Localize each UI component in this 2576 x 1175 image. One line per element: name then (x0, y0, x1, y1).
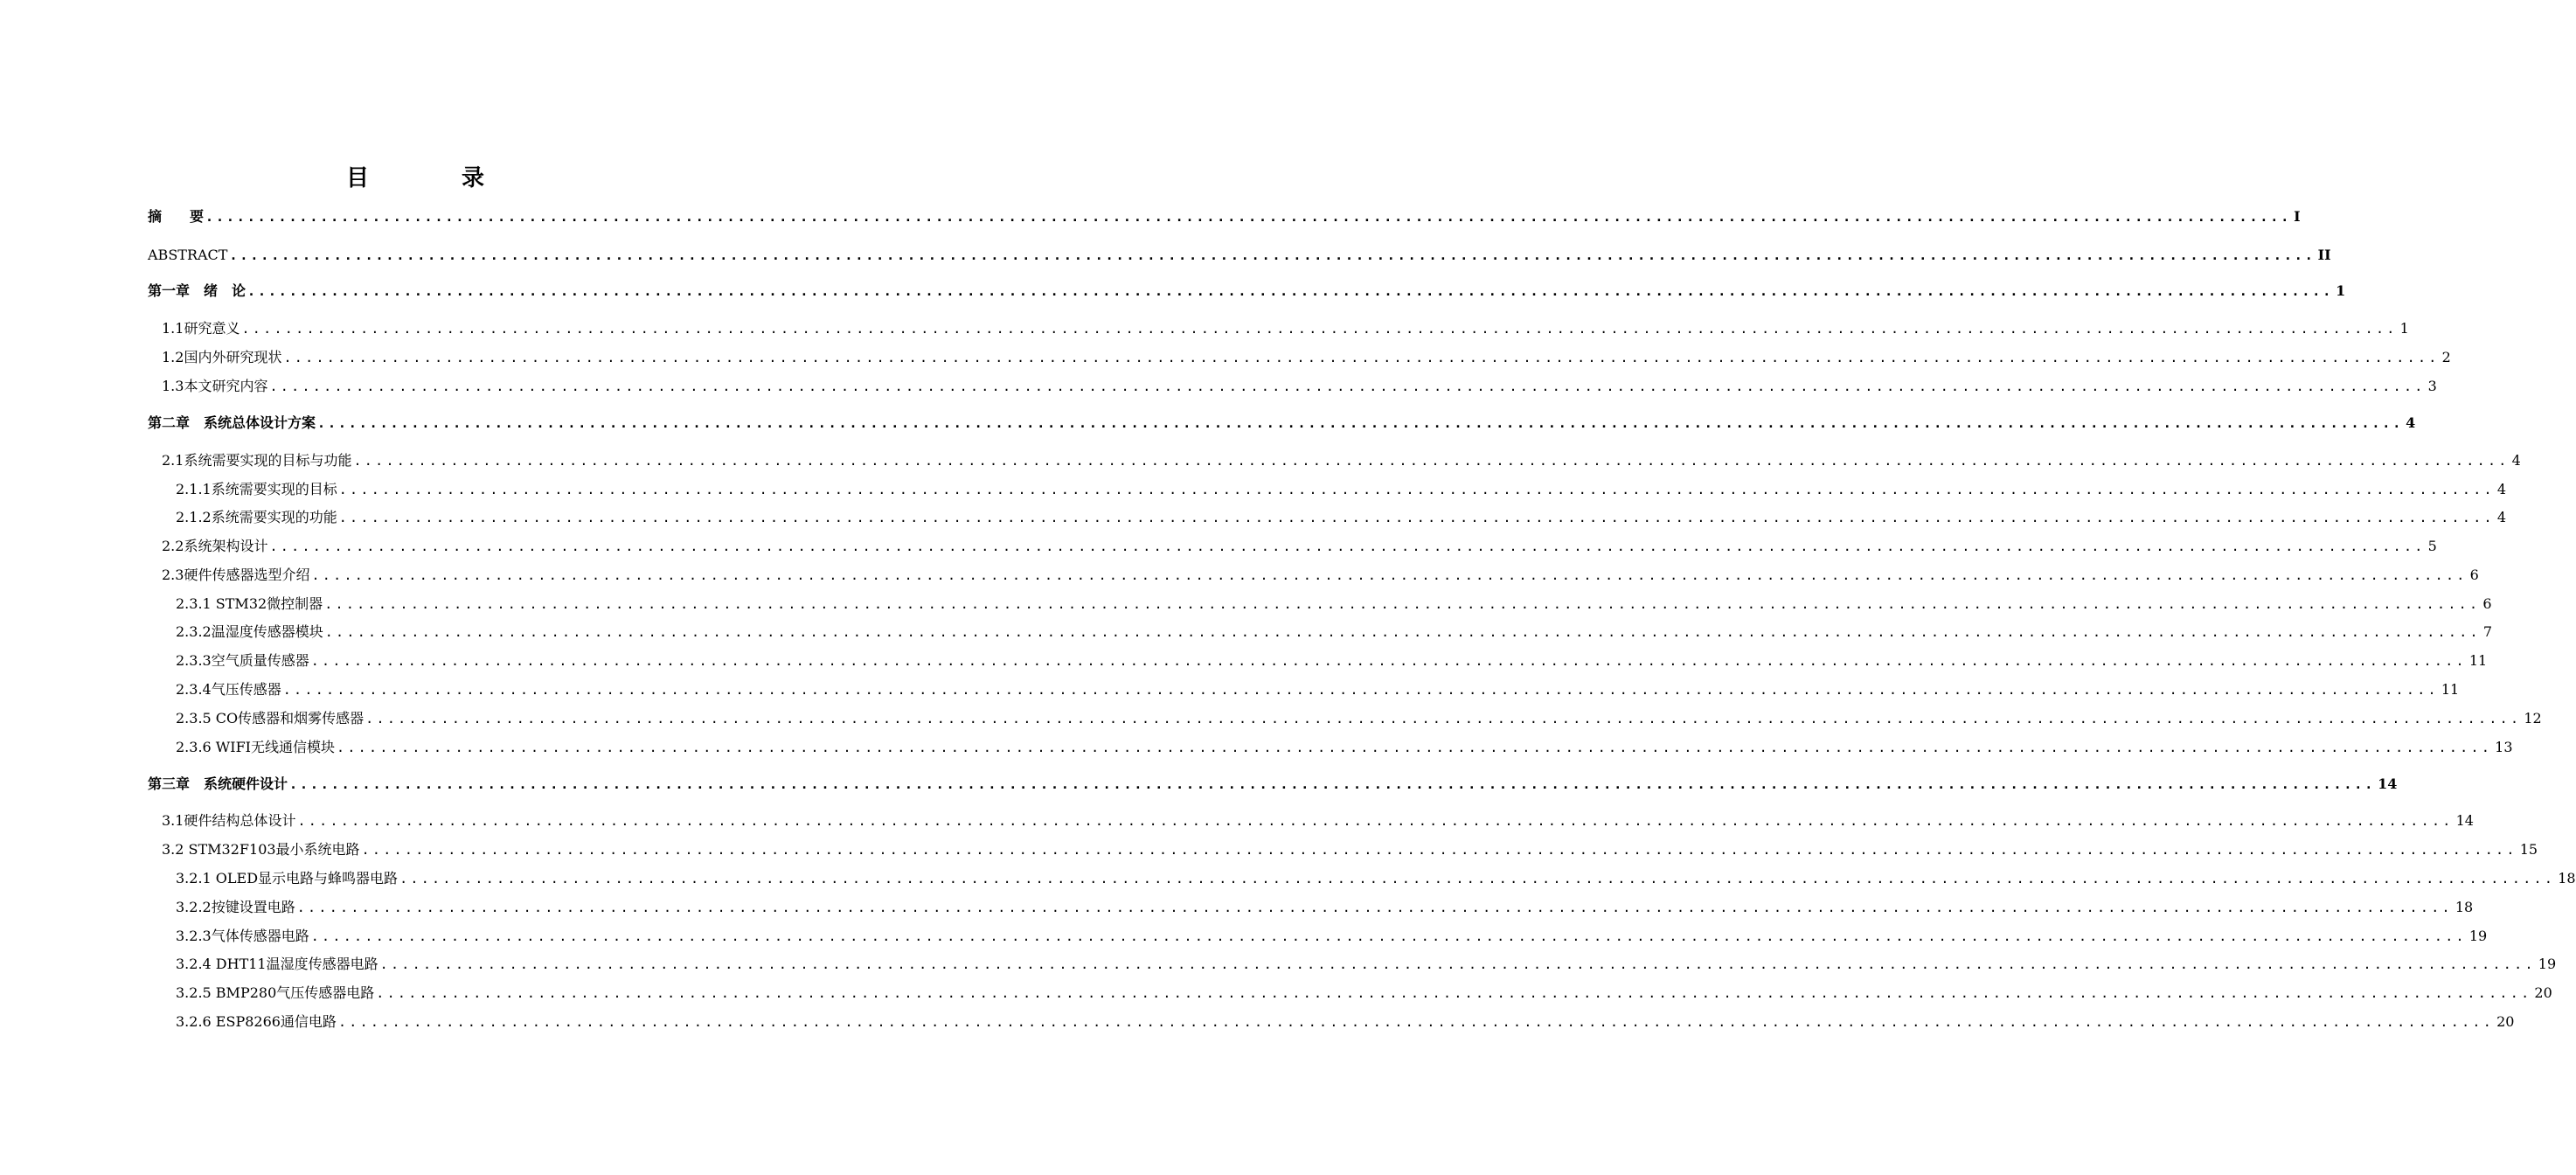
toc-entry-label: 2.2系统架构设计 (162, 538, 268, 554)
toc-entry[interactable] (162, 840, 2538, 859)
toc-leader-dots: ........................................................................................................................................................................................................ (289, 776, 2376, 792)
toc-entry-page-number: 14 (2378, 775, 2398, 792)
toc-leader-dots: ........................................................................................................................................................................................................ (229, 247, 2316, 263)
toc-entry[interactable] (176, 955, 2557, 974)
toc-entry-label: 3.2.5 BMP280气压传感器电路 (176, 984, 375, 1001)
toc-entry-label: 第三章 系统硬件设计 (148, 775, 288, 792)
toc-entry-page-number: 20 (2496, 1013, 2515, 1030)
toc-leader-dots: ........................................................................................................................................................................................................ (296, 900, 2453, 915)
toc-entry-page-number: 1 (2336, 282, 2346, 299)
page-title: 目 录 (345, 165, 519, 191)
toc-leader-dots: ........................................................................................................................................................................................................ (283, 350, 2440, 365)
toc-leader-dots: ........................................................................................................................................................................................................ (317, 415, 2404, 431)
toc-entry-page-number: 12 (2524, 710, 2542, 727)
toc-entry[interactable] (176, 927, 2488, 946)
toc-entry-label: 2.3.6 WIFI无线通信模块 (176, 739, 335, 755)
toc-entry-page-number: 6 (2469, 567, 2479, 583)
toc-entry-page-number: 13 (2495, 739, 2513, 755)
toc-entry[interactable] (148, 246, 2331, 265)
toc-entry-label: 3.2.1 OLED显示电路与蜂鸣器电路 (176, 870, 399, 886)
toc-entry-label: 2.3.2温湿度传感器模块 (176, 623, 323, 640)
toc-leader-dots: ........................................................................................................................................................................................................ (269, 539, 2426, 554)
toc-entry-label: ABSTRACT (148, 247, 228, 263)
toc-entry[interactable] (148, 414, 2416, 433)
toc-entry-label: 3.2 STM32F103最小系统电路 (162, 841, 360, 858)
toc-entry[interactable] (176, 680, 2460, 699)
toc-entry[interactable] (176, 480, 2507, 499)
toc-entry-page-number: 4 (2496, 509, 2507, 525)
toc-entry-page-number: 1 (2399, 320, 2409, 337)
toc-leader-dots: ........................................................................................................................................................................................................ (324, 624, 2481, 640)
toc-entry-page-number: 5 (2427, 538, 2437, 554)
toc-entry[interactable] (176, 1012, 2515, 1032)
toc-entry-label: 1.3本文研究内容 (162, 378, 268, 394)
toc-entry-label: 3.2.3气体传感器电路 (176, 928, 309, 944)
toc-leader-dots: ........................................................................................................................................................................................................ (338, 482, 2495, 497)
toc-entry-label: 1.2国内外研究现状 (162, 349, 282, 365)
toc-entry-page-number: 11 (2441, 681, 2460, 698)
toc-leader-dots: ........................................................................................................................................................................................................ (310, 928, 2467, 944)
toc-entry[interactable] (162, 451, 2521, 470)
toc-entry-page-number: 15 (2519, 841, 2538, 858)
toc-entry[interactable] (176, 508, 2507, 527)
toc-entry-label: 3.2.4 DHT11温湿度传感器电路 (176, 956, 378, 972)
toc-entry[interactable] (176, 898, 2474, 917)
toc-entry[interactable] (162, 377, 2437, 396)
toc-entry-page-number: 4 (2496, 481, 2507, 497)
toc-entry-label: 摘 要 (148, 208, 205, 225)
toc-leader-dots: ........................................................................................................................................................................................................ (353, 453, 2510, 469)
toc-entry-page-number: 7 (2482, 623, 2493, 640)
toc-entry-page-number: II (2317, 247, 2331, 263)
toc-leader-dots: ........................................................................................................................................................................................................ (324, 596, 2481, 612)
toc-entry-label: 2.1.1系统需要实现的目标 (176, 481, 337, 497)
toc-leader-dots: ........................................................................................................................................................................................................ (269, 379, 2426, 394)
toc-entry-label: 第一章 绪 论 (148, 282, 246, 299)
toc-entry[interactable] (162, 811, 2474, 831)
toc-entry-page-number: 2 (2441, 349, 2451, 365)
toc-leader-dots: ........................................................................................................................................................................................................ (365, 711, 2522, 727)
toc-entry-label: 3.1硬件结构总体设计 (162, 812, 296, 829)
toc-entry[interactable] (176, 984, 2552, 1003)
toc-entry-page-number: 18 (2454, 899, 2474, 915)
toc-entry-page-number: 11 (2468, 652, 2488, 669)
toc-entry-page-number: 4 (2406, 414, 2416, 431)
toc-entry[interactable] (176, 651, 2488, 671)
toc-entry-label: 2.1.2系统需要实现的功能 (176, 509, 337, 525)
toc-entry-page-number: 3 (2427, 378, 2437, 394)
toc-entry[interactable] (162, 537, 2437, 556)
toc-entry-page-number: 19 (2468, 928, 2488, 944)
toc-entry-page-number: 14 (2455, 812, 2474, 829)
toc-entry[interactable] (176, 622, 2493, 642)
toc-entry-label: 2.3硬件传感器选型介绍 (162, 567, 310, 583)
toc-leader-dots: ........................................................................................................................................................................................................ (247, 283, 2334, 299)
toc-entry-label: 2.3.4气压传感器 (176, 681, 281, 698)
toc-leader-dots: ........................................................................................................................................................................................................ (205, 209, 2292, 225)
toc-leader-dots: ........................................................................................................................................................................................................ (241, 321, 2398, 337)
toc-entry[interactable] (176, 869, 2576, 888)
toc-entry-label: 2.3.1 STM32微控制器 (176, 595, 323, 612)
toc-leader-dots: ........................................................................................................................................................................................................ (310, 653, 2467, 669)
toc-entry[interactable] (162, 566, 2479, 585)
toc-entry-label: 2.3.5 CO传感器和烟雾传感器 (176, 710, 365, 727)
toc-leader-dots: ........................................................................................................................................................................................................ (379, 956, 2536, 972)
toc-leader-dots: ........................................................................................................................................................................................................ (337, 1014, 2495, 1030)
toc-entry[interactable] (176, 738, 2513, 757)
toc-entry[interactable] (162, 348, 2451, 367)
toc-leader-dots: ........................................................................................................................................................................................................ (311, 567, 2468, 583)
toc-entry[interactable] (148, 775, 2398, 794)
toc-entry-label: 第二章 系统总体设计方案 (148, 414, 316, 431)
toc-leader-dots: ........................................................................................................................................................................................................ (297, 813, 2454, 829)
toc-entry-label: 3.2.6 ESP8266通信电路 (176, 1013, 337, 1030)
toc-entry[interactable] (162, 319, 2409, 338)
toc-entry-label: 3.2.2按键设置电路 (176, 899, 295, 915)
toc-leader-dots: ........................................................................................................................................................................................................ (337, 740, 2493, 755)
toc-entry-page-number: I (2294, 208, 2301, 225)
toc-entry-page-number: 4 (2511, 452, 2521, 469)
toc-entry-page-number: 18 (2558, 870, 2576, 886)
toc-entry[interactable] (148, 282, 2346, 301)
toc-entry-label: 2.1系统需要实现的目标与功能 (162, 452, 352, 469)
toc-entry[interactable] (176, 594, 2492, 614)
toc-entry[interactable] (148, 207, 2301, 226)
toc-entry-label: 2.3.3空气质量传感器 (176, 652, 309, 669)
toc-leader-dots: ........................................................................................................................................................................................................ (376, 985, 2532, 1001)
toc-leader-dots: ........................................................................................................................................................................................................ (361, 842, 2517, 858)
toc-entry-label: 1.1研究意义 (162, 320, 240, 337)
toc-leader-dots: ........................................................................................................................................................................................................ (338, 510, 2495, 525)
toc-entry-page-number: 19 (2538, 956, 2557, 972)
toc-entry-page-number: 6 (2482, 595, 2492, 612)
toc-leader-dots: ........................................................................................................................................................................................................ (399, 871, 2556, 886)
toc-entry[interactable] (176, 709, 2542, 728)
toc-entry-page-number: 20 (2534, 984, 2552, 1001)
toc-leader-dots: ........................................................................................................................................................................................................ (282, 682, 2439, 698)
